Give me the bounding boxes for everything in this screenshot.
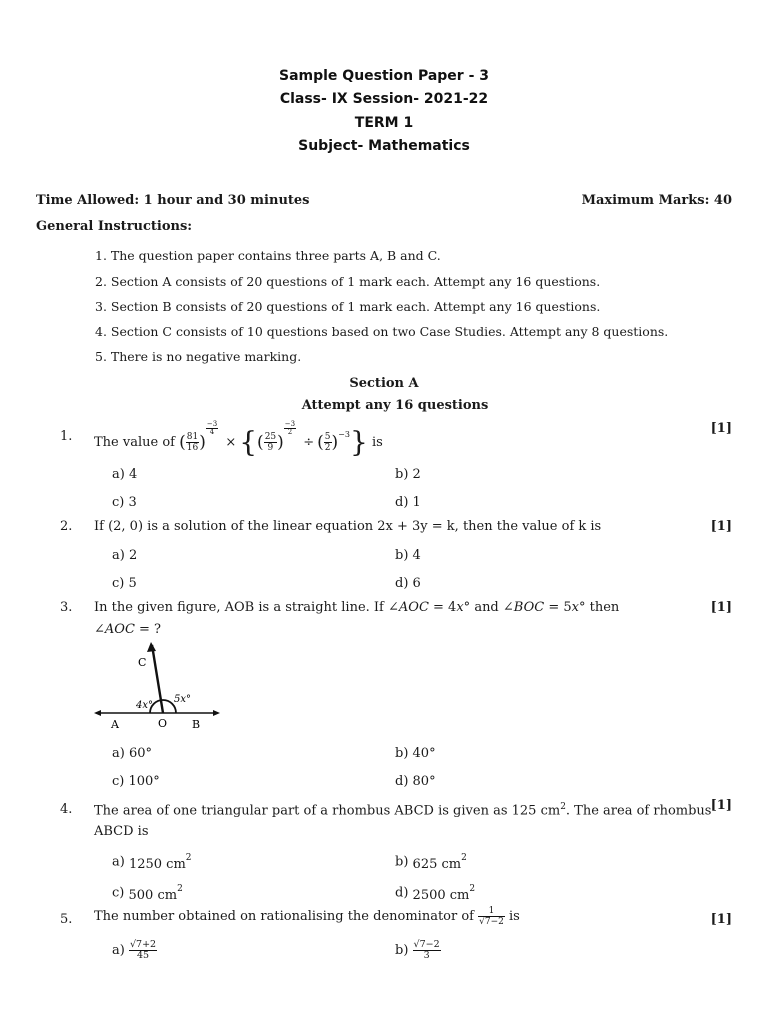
option-a: a) $\frac{√7+2}{45}$: [112, 939, 157, 961]
option-b: b) $\frac{√7-2}{3}$: [395, 939, 440, 961]
instruction-item: 4. Section C consists of 10 questions based on two Case Studies. Attempt any 8 questions.: [95, 324, 669, 339]
angle-left-label: 4x°: [136, 700, 154, 711]
marks-badge: [1]: [710, 798, 732, 813]
question-number: 5.: [60, 912, 73, 927]
q5-suffix: is: [509, 909, 520, 924]
question-1-text: [94, 418, 383, 459]
q4-text-b: . The area of rhombus: [565, 803, 712, 819]
label-c: C: [138, 656, 147, 669]
option-b: b) 40°: [395, 746, 436, 761]
paper-title: Sample Question Paper - 3: [278, 68, 489, 84]
marks-badge: [1]: [710, 600, 732, 615]
option-a: a) 60°: [112, 746, 152, 761]
option-b: b) 2: [395, 467, 421, 482]
section-subtitle: Attempt any 16 questions: [301, 398, 489, 413]
question-2-text: If (2, 0) is a solution of the linear equation 2x + 3y = k, then the value of k is: [94, 519, 602, 534]
option-d: d) 6: [395, 576, 421, 591]
section-title: Section A: [349, 376, 419, 391]
option-a: a) 2: [112, 548, 138, 563]
option-d: d) 2500 $cm^2$: [395, 884, 476, 904]
label-b: B: [192, 718, 201, 731]
label-o: O: [158, 717, 168, 730]
option-c: c) 3: [112, 495, 137, 510]
question-1-suffix: is: [371, 435, 383, 450]
option-c: c) 100°: [112, 774, 160, 789]
instruction-item: 1. The question paper contains three parts A, B and C.: [95, 248, 441, 263]
q4-text-a: The area of one triangular part of a rhombus ABCD is given as 125 cm: [94, 803, 561, 819]
q3-question-line: ∠AOC = ?: [94, 622, 162, 637]
subject: Subject- Mathematics: [298, 138, 470, 154]
q3-expr-boc: ∠BOC: [502, 600, 545, 615]
question-number: 4.: [60, 802, 73, 817]
question-number: 2.: [60, 519, 73, 534]
option-a: a) 1250 $cm^2$: [112, 853, 192, 873]
time-allowed: Time Allowed: 1 hour and 30 minutes: [36, 193, 310, 208]
option-a: a) 4: [112, 467, 138, 482]
question-number: 3.: [60, 600, 73, 615]
instruction-item: 3. Section B consists of 20 questions of 1 mark each. Attempt any 16 questions.: [95, 299, 601, 314]
question-4-text: The area of one triangular part of a rhombus ABCD is given as 125 $cm^2$. The area of rhombus: [94, 802, 712, 819]
q3-text-a: In the given figure, AOB is a straight line. If: [94, 600, 384, 615]
marks-badge: [1]: [710, 912, 732, 927]
option-c: c) 500 $cm^2$: [112, 884, 183, 904]
angle-figure: [90, 642, 230, 734]
question-number: 1.: [60, 429, 73, 444]
label-a: A: [111, 718, 119, 731]
option-d: d) 1: [395, 495, 421, 510]
instruction-item: 5. There is no negative marking.: [95, 349, 302, 364]
marks-badge: [1]: [710, 519, 732, 534]
question-1-prefix: The value of: [94, 435, 175, 450]
option-d: d) 80°: [395, 774, 436, 789]
q1-expression: ( $\frac{81}{16}$ ) $\frac{-3}{4}$ × {( $\frac{25}{9}$ ) $\frac{-3}{2}$ ÷ ( $\frac{5}{2}$ )$^{-3}$}: [179, 420, 368, 459]
instruction-item: 2. Section A consists of 20 questions of 1 mark each. Attempt any 16 questions.: [95, 274, 601, 289]
option-b: b) 4: [395, 548, 421, 563]
q4-text-c: ABCD is: [94, 824, 149, 839]
question-5-text: [94, 906, 520, 927]
class-session: Class- IX Session- 2021-22: [279, 91, 489, 107]
maximum-marks: Maximum Marks: 40: [581, 193, 732, 208]
question-3-text: In the given figure, AOB is a straight line. If ∠AOC = 4x° and ∠BOC = 5x° then: [94, 600, 620, 615]
option-c: c) 5: [112, 576, 137, 591]
q3-text-b: and: [474, 600, 499, 615]
option-b: b) 625 $cm^2$: [395, 853, 467, 873]
marks-badge: [1]: [710, 421, 732, 436]
angle-right-label: 5x°: [174, 694, 192, 705]
q3-text-c: then: [589, 600, 620, 615]
q5-prefix: The number obtained on rationalising the denominator of: [94, 909, 474, 924]
q3-expr-aoc: ∠AOC: [388, 600, 429, 615]
term: TERM 1: [354, 115, 414, 131]
instructions-heading: General Instructions:: [36, 219, 193, 234]
q5-fraction: $\frac{1}{√7-2}$: [479, 906, 504, 927]
